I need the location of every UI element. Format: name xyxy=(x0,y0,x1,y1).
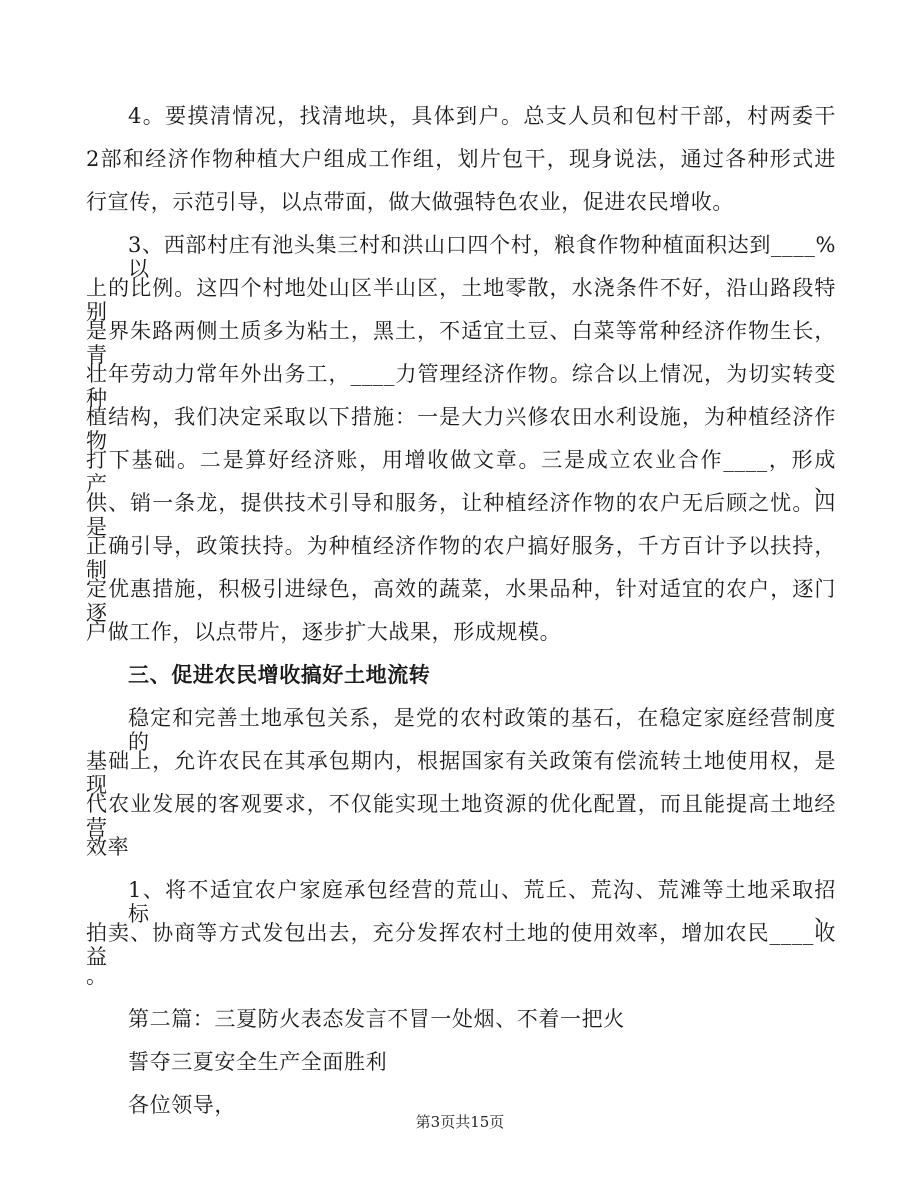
page-number: 第3页共15页 xyxy=(415,1113,505,1131)
text-line: 供、销一条龙，提供技术引导和服务，让种植经济作物的农户无后顾之忧。四是 xyxy=(86,491,836,539)
text-line: 户做工作，以点带片，逐步扩大战果，形成规模。 xyxy=(86,620,562,644)
text-line: 各位领导， xyxy=(128,1093,236,1117)
text-line: 定优惠措施，积极引进绿色，高效的蔬菜，水果品种，针对适宜的农户，逐门逐 xyxy=(86,577,836,625)
text-line: 基础上，允许农民在其承包期内，根据国家有关政策有偿流转土地使用权，是现 xyxy=(86,749,836,797)
text-line: 行宣传，示范引导，以点带面，做大做强特色农业，促进农民增收。 xyxy=(86,190,734,214)
text-line: 打下基础。二是算好经济账，用增收做文章。三是成立农业合作____，形成产、 xyxy=(86,448,836,496)
text-line: 正确引导，政策扶持。为种植经济作物的农户搞好服务，千方百计予以扶持，制 xyxy=(86,534,836,582)
section-heading: 三、促进农民增收搞好土地流转 xyxy=(128,662,431,687)
text-line: 是界朱路两侧土质多为粘土，黑土，不适宜土豆、白菜等常种经济作物生长，青 xyxy=(86,319,836,367)
text-line: 4。要摸清情况，找清地块，具体到户。总支人员和包村干部，村两委干 xyxy=(128,104,836,128)
text-line: 3、西部村庄有池头集三村和洪山口四个村，粮食作物种植面积达到____%以 xyxy=(128,233,836,281)
text-line: 拍卖、协商等方式发包出去，充分发挥农村土地的使用效率，增加农民____收益 xyxy=(86,921,836,969)
text-line: 第二篇：三夏防火表态发言不冒一处烟、不着一把火 xyxy=(128,1007,625,1031)
document-body xyxy=(86,104,836,1136)
text-line: 植结构，我们决定采取以下措施：一是大力兴修农田水利设施，为种植经济作物 xyxy=(86,405,836,453)
text-line: 效率 xyxy=(86,835,130,859)
text-line: 2部和经济作物种植大户组成工作组，划片包干，现身说法，通过各种形式进 xyxy=(86,147,836,171)
text-line: 壮年劳动力常年外出务工，____力管理经济作物。综合以上情况，为切实转变种 xyxy=(86,362,836,410)
text-line: 上的比例。这四个村地处山区半山区，土地零散，水浇条件不好，沿山路段特别 xyxy=(86,276,836,324)
text-line: 誓夺三夏安全生产全面胜利 xyxy=(128,1050,388,1074)
text-line: 。 xyxy=(86,964,108,988)
text-line: 代农业发展的客观要求，不仅能实现土地资源的优化配置，而且能提高土地经营 xyxy=(86,792,836,840)
text-line: 稳定和完善土地承包关系，是党的农村政策的基石，在稳定家庭经营制度的 xyxy=(128,706,836,754)
text-line: 1、将不适宜农户家庭承包经营的荒山、荒丘、荒沟、荒滩等土地采取招标、 xyxy=(128,878,836,926)
